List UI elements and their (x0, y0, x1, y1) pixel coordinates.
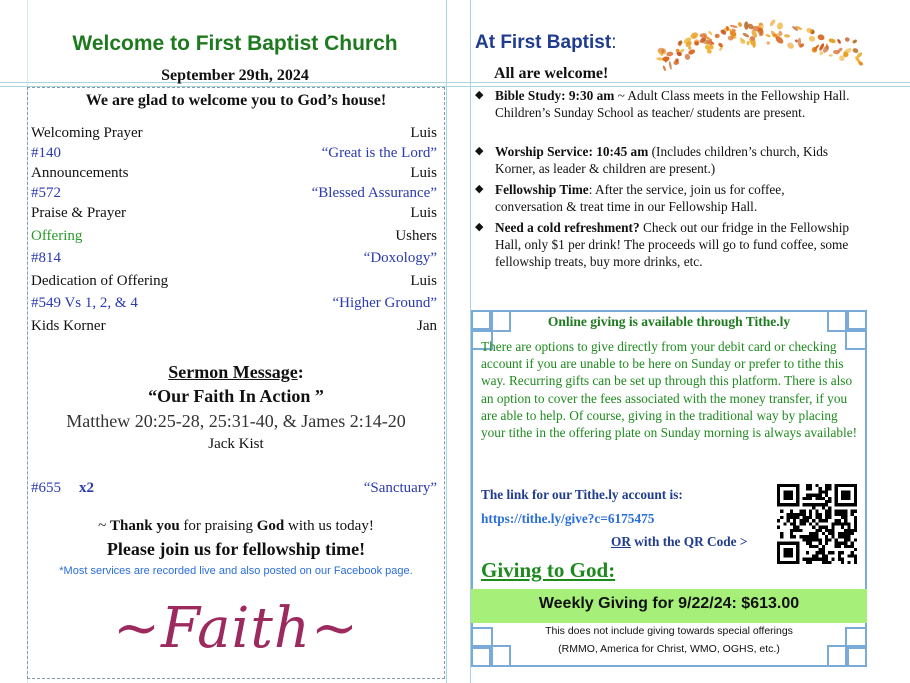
service-order-leader: Luis (410, 205, 437, 221)
sermon-title: “Our Faith In Action ” (148, 386, 324, 406)
all-welcome: All are welcome! (494, 65, 609, 82)
service-order-row (31, 250, 437, 267)
thanks-bold-1: Thank you (110, 518, 180, 534)
qr-code-icon[interactable] (777, 484, 857, 564)
right-heading-colon: : (611, 32, 617, 53)
page-title: Welcome to First Baptist Church (72, 32, 398, 55)
service-order-leader: Jan (417, 318, 437, 334)
right-heading (475, 32, 616, 54)
bullet-diamond-icon: ◆ (475, 221, 484, 233)
bullet-diamond-icon: ◆ (475, 89, 484, 101)
tithely-link[interactable]: https://tithe.ly/give?c=6175475 (481, 511, 655, 526)
preacher-name: Jack Kist (208, 436, 264, 452)
service-order-item: #549 Vs 1, 2, & 4 (31, 295, 138, 311)
service-order-item: Praise & Prayer (31, 205, 126, 221)
service-order-leader: Luis (410, 165, 437, 181)
tithely-link-heading: The link for our Tithe.ly account is: (481, 487, 683, 502)
service-order-leader: “Great is the Lord” (321, 145, 437, 161)
service-order-row (31, 125, 437, 142)
announcement-detail: Check out our fridge in the Fellowship Hall, only $1 per drink! The proceeds will go to fund coffee, some fellowship treats, buy more drinks, etc. (495, 220, 850, 269)
giving-to-god-heading: Giving to God: (481, 558, 616, 582)
announcement-item (475, 219, 855, 270)
service-order-leader: Luis (410, 273, 437, 289)
announcement-item (475, 143, 855, 177)
online-giving-paragraph: There are options to give directly from your debit card or checking account if you are unable to be here on Sunday or prefer to tithe this way. Recurring gifts can be set up through this platform. There is also an option to cover the fees associated with the money transfer, if you are able to help. Of course, giving in the traditional way by placing your tithe in the offering plate on Sunday morning is always available! (481, 339, 858, 441)
faith-word-art: ~Faith~ (113, 596, 359, 661)
announcement-detail: ~ Adult Class meets in the Fellowship Hall. Children’s Sunday School as teacher/ students are present. (495, 88, 850, 120)
autumn-leaves-icon (640, 5, 880, 85)
service-order-leader: “Blessed Assurance” (311, 185, 437, 201)
bullet-diamond-icon: ◆ (475, 145, 484, 157)
service-order-row (31, 165, 437, 182)
announcement-text (495, 143, 855, 177)
service-order-item: Welcoming Prayer (31, 125, 143, 141)
service-order-row (31, 205, 437, 222)
scripture-reference: Matthew 20:25-28, 25:31-40, & James 2:14-20 (66, 411, 406, 431)
guide-line (446, 0, 447, 683)
closing-hymn-title: “Sanctuary” (363, 480, 437, 496)
announcement-label: Need a cold refreshment? (495, 220, 640, 235)
service-order-item: #572 (31, 185, 61, 201)
announcement-label: Worship Service: 10:45 am (495, 144, 649, 159)
service-order-row (31, 295, 437, 312)
service-order-leader: Ushers (395, 228, 437, 244)
right-heading-text: At First Baptist (475, 32, 612, 53)
sermon-heading (27, 362, 445, 383)
qr-code-caption (611, 534, 748, 550)
bullet-diamond-icon: ◆ (475, 183, 484, 195)
qr-caption-text: with the QR Code > (630, 534, 748, 549)
announcement-text (495, 87, 855, 121)
service-order-item: Offering (31, 228, 83, 244)
service-order-item: Announcements (31, 165, 129, 181)
service-order-item: Dedication of Offering (31, 273, 169, 289)
thank-you-line (27, 518, 445, 535)
announcement-item (475, 87, 855, 121)
sermon-colon: : (297, 362, 304, 382)
service-order-item: #814 (31, 250, 61, 266)
welcome-message: We are glad to welcome you to God’s house! (85, 92, 387, 109)
service-order-row (31, 318, 437, 335)
fellowship-invite: Please join us for fellowship time! (106, 539, 366, 559)
service-order-row (31, 273, 437, 290)
announcement-detail: (Includes children’s church, Kids Korner, as leader & children are present.) (495, 144, 829, 176)
announcement-label: Bible Study: 9:30 am (495, 88, 615, 103)
closing-hymn (31, 480, 437, 497)
sermon-label: Sermon Message (168, 362, 298, 382)
service-order-leader: “Doxology” (363, 250, 437, 266)
announcement-text (495, 219, 855, 270)
service-order-leader: “Higher Ground” (332, 295, 437, 311)
thanks-prefix: ~ (98, 518, 111, 534)
recording-note: *Most services are recorded live and also posted on our Facebook page. (59, 565, 413, 577)
closing-hymn-number: #655 (31, 480, 61, 496)
closing-hymn-repeat: x2 (79, 480, 94, 496)
thanks-middle: for praising (179, 518, 257, 534)
thanks-suffix: with us today! (284, 518, 374, 534)
announcement-text (495, 181, 855, 215)
service-date: September 29th, 2024 (161, 67, 309, 84)
service-order-row (31, 185, 437, 202)
special-offerings-list: (RMMO, America for Christ, WMO, OGHS, etc.) (558, 643, 780, 655)
weekly-giving-total: Weekly Giving for 9/22/24: $613.00 (538, 595, 800, 612)
announcement-item (475, 181, 855, 215)
service-order-row (31, 228, 437, 245)
service-order-item: Kids Korner (31, 318, 106, 334)
service-order-item: #140 (31, 145, 61, 161)
or-label: OR (611, 534, 631, 549)
announcement-detail: : After the service, join us for coffee, conversation & treat time in our Fellowship Hall. (495, 182, 785, 214)
service-order-leader: Luis (410, 125, 437, 141)
special-offerings-note: This does not include giving towards special offerings (545, 625, 793, 637)
online-giving-heading: Online giving is available through Tithe.ly (547, 314, 791, 329)
thanks-bold-2: God (256, 518, 285, 534)
announcement-label: Fellowship Time (495, 182, 589, 197)
service-order-row (31, 145, 437, 162)
